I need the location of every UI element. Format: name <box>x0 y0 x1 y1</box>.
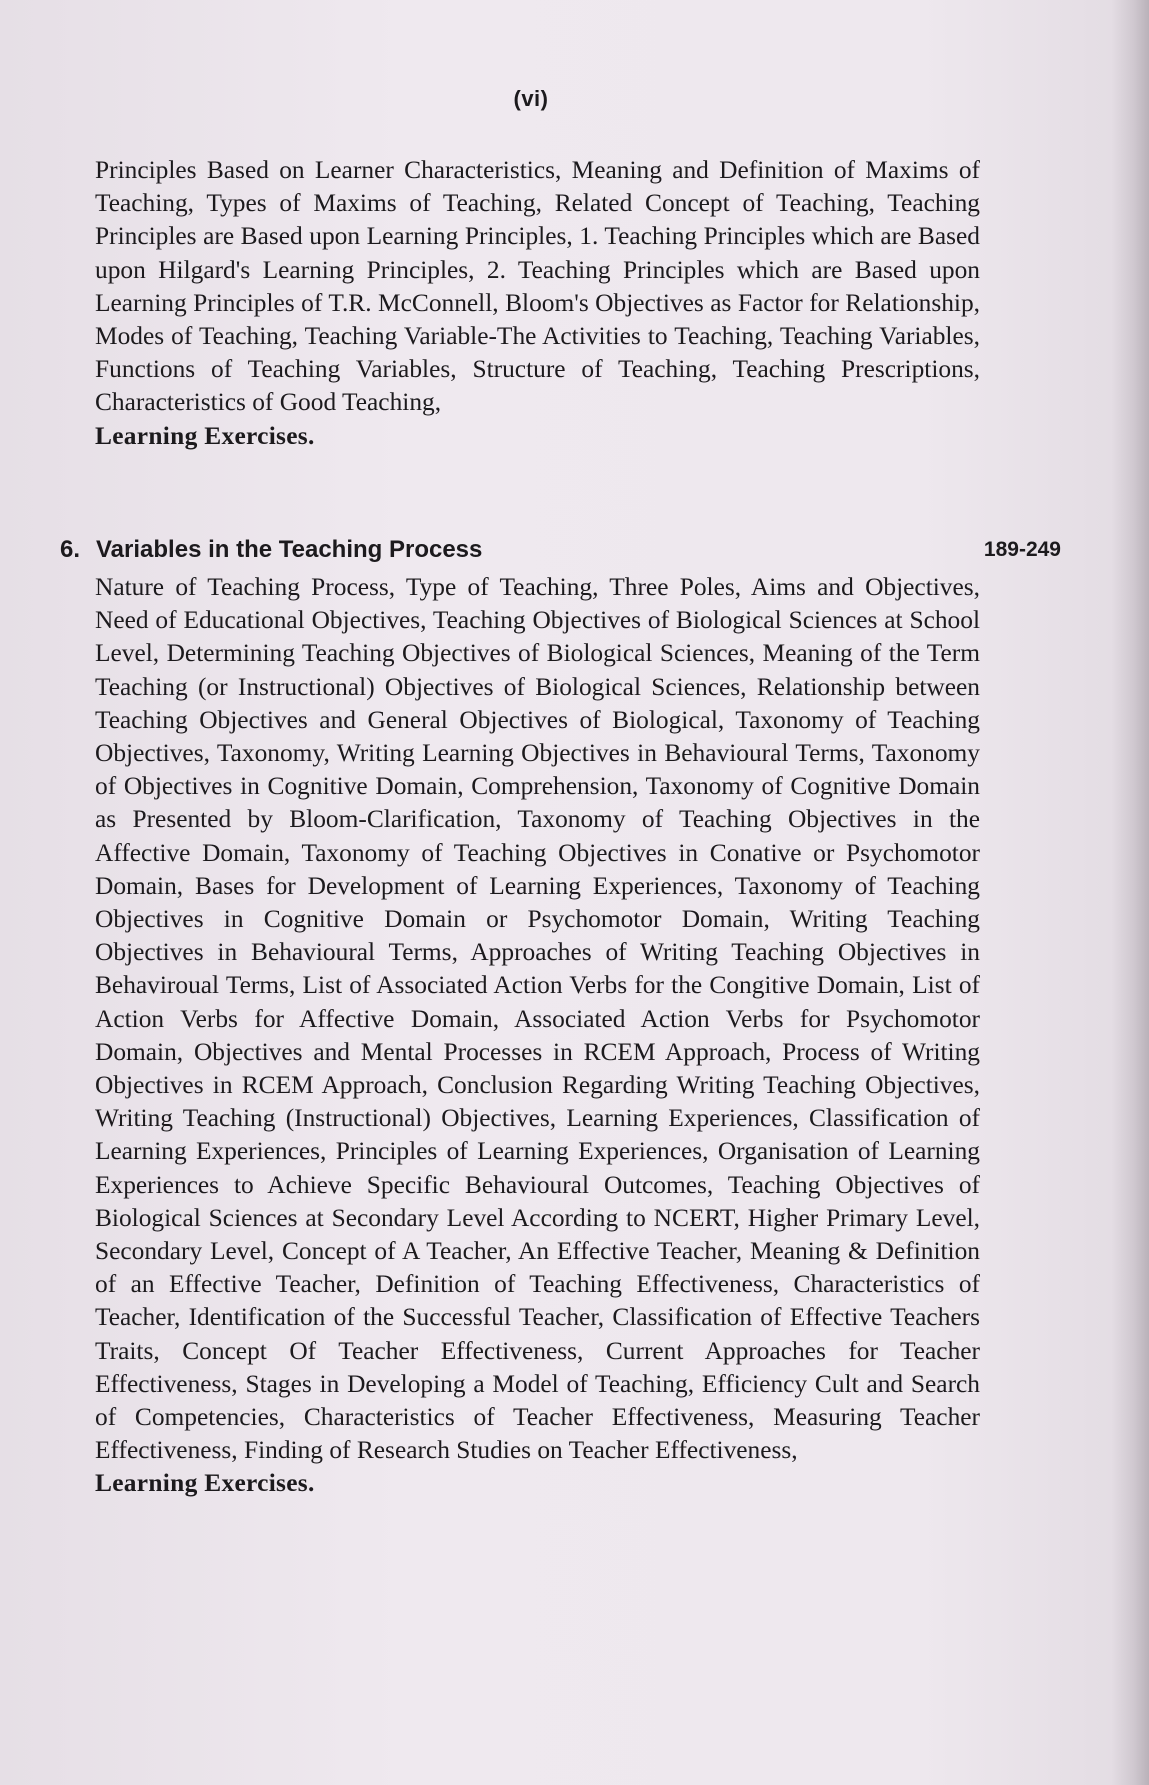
chapter-topics: Nature of Teaching Process, Type of Teaching, Three Poles, Aims and Objectives, Need of Educational Objectives, Teaching Objectives of Biological Sciences at School Level, Determining Teaching Objectives of Biological Sciences, Meaning of the Term Teaching (or Instructional) Objectives of Biological Sciences, Relationship between Teaching Objectives and General Objectives of Biological, Taxonomy of Teaching Objectives, Taxonomy, Writing Learning Objectives in Behavioural Terms, Taxonomy of Objectives in Cognitive Domain, Comprehension, Taxonomy of Cognitive Domain as Presented by Bloom-Clarification, Taxonomy of Teaching Objectives in the Affective Domain, Taxonomy of Teaching Objectives in Conative or Psychomotor Domain, Bases for Development of Learning Experiences, Taxonomy of Teaching Objectives in Cognitive Domain or Psychomotor Domain, Writing Teaching Objectives in Behavioural Terms, Approaches of Writing Teaching Objectives in Behaviroual Terms, List of Associated Action Verbs for the Congitive Domain, List of Action Verbs for Affective Domain, Associated Action Verbs for Psychomotor Domain, Objectives and Mental Processes in RCEM Approach, Process of Writing Objectives in RCEM Approach, Conclusion Regarding Writing Teaching Objectives, Writing Teaching (Instructional) Objectives, Learning Experiences, Classification of Learning Experiences, Principles of Learning Experiences, Organisation of Learning Experiences to Achieve Specific Behavioural Outcomes, Teaching Objectives of Biological Sciences at Secondary Level According to NCERT, Higher Primary Level, Secondary Level, Concept of A Teacher, An Effective Teacher, Meaning & Definition of an Effective Teacher, Definition of Teaching Effectiveness, Characteristics of Teacher, Identification of the Successful Teacher, Classification of Effective Teachers Traits, Concept Of Teacher Effectiveness, Current Approaches for Teacher Effectiveness, Stages in Developing a Model of Teaching, Efficiency Cult and Search of Competencies, Characteristics of Teacher Effectiveness, Measuring Teacher Effectiveness, Finding of Research Studies on Teacher Effectiveness, <box>95 573 980 1465</box>
chapter-heading <box>60 533 1061 567</box>
spine-shadow <box>1111 0 1149 1785</box>
intro-learning-exercises: Learning Exercises. <box>95 421 315 450</box>
chapter-learning-exercises: Learning Exercises. <box>95 1469 315 1498</box>
intro-topics: Principles Based on Learner Characteristics, Meaning and Definition of Maxims of Teaching, Types of Maxims of Teaching, Related Concept of Teaching, Teaching Principles are Based upon Learning Principles, 1. Teaching Principles which are Based upon Hilgard's Learning Principles, 2. Teaching Principles which are Based upon Learning Principles of T.R. McConnell, Bloom's Objectives as Factor for Relationship, Modes of Teaching, Teaching Variable-The Activities to Teaching, Teaching Variables, Functions of Teaching Variables, Structure of Teaching, Teaching Prescriptions, Characteristics of Good Teaching, <box>95 156 980 417</box>
chapter-title: Variables in the Teaching Process <box>96 536 483 563</box>
intro-paragraph <box>95 154 980 453</box>
chapter-contents-paragraph <box>95 571 980 1501</box>
page-number: (vi) <box>513 86 549 111</box>
chapter-page-range: 189-249 <box>983 538 1061 561</box>
chapter-number: 6. <box>60 536 81 563</box>
